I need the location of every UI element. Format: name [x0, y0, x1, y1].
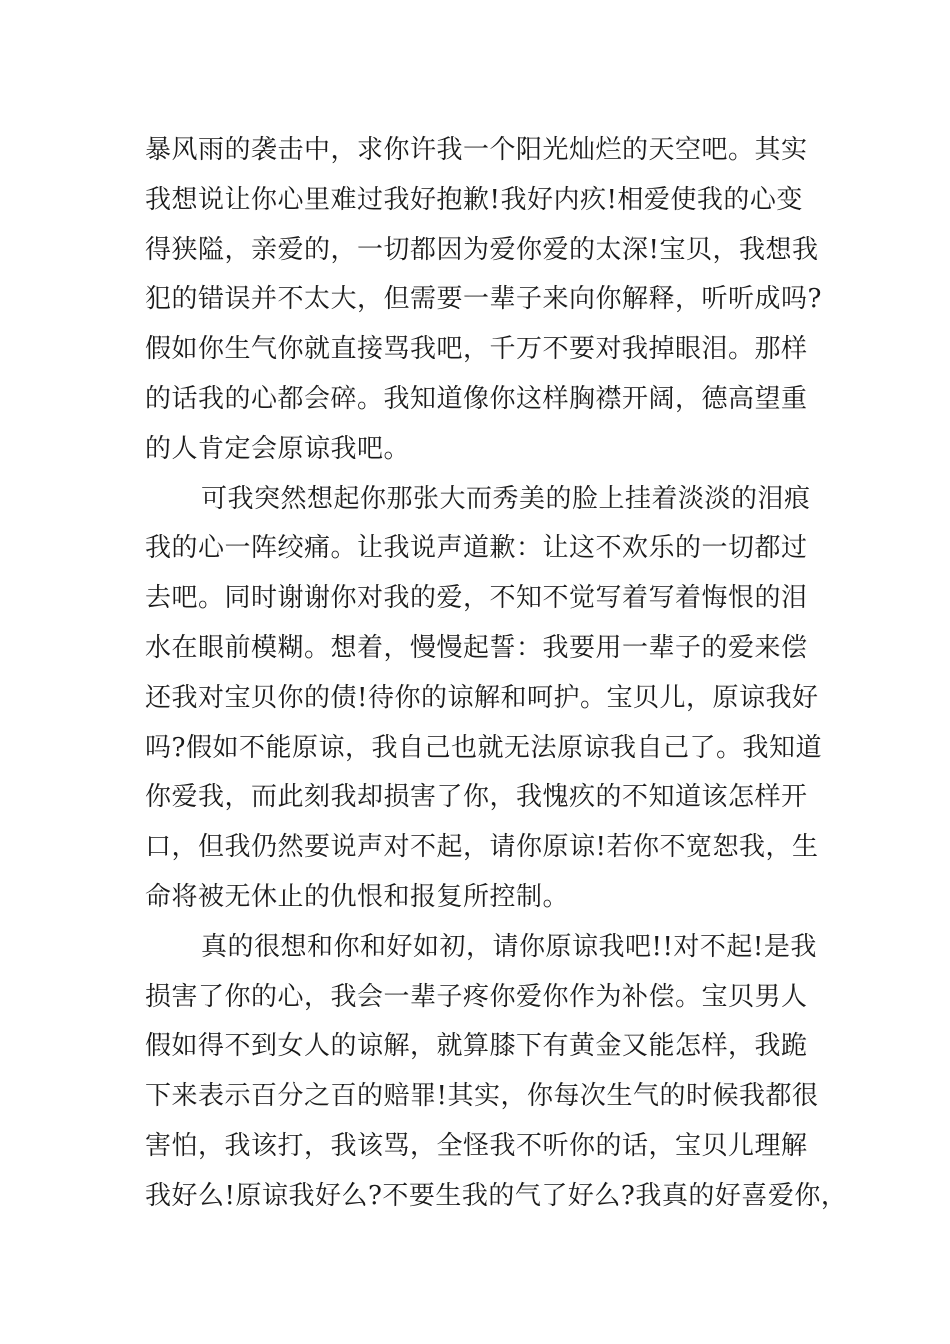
text-line: 假如得不到女人的谅解，就算膝下有黄金又能怎样，我跪 — [145, 1031, 808, 1062]
paragraph-2 — [145, 475, 835, 923]
paragraph-1 — [145, 126, 835, 475]
text-line: 假如你生气你就直接骂我吧，千万不要对我掉眼泪。那样 — [145, 334, 808, 365]
text-line: 的话我的心都会碎。我知道像你这样胸襟开阔，德高望重 — [145, 383, 808, 414]
text-line: 还我对宝贝你的债!待你的谅解和呵护。宝贝儿，原谅我好 — [145, 682, 819, 713]
body-text — [145, 126, 848, 1222]
text-line: 命将被无休止的仇恨和报复所控制。 — [145, 881, 570, 912]
text-line: 下来表示百分之百的赔罪!其实，你每次生气的时候我都很 — [145, 1081, 819, 1112]
text-line: 得狭隘，亲爱的，一切都因为爱你爱的太深!宝贝，我想我 — [145, 234, 819, 265]
text-line: 损害了你的心，我会一辈子疼你爱你作为补偿。宝贝男人 — [145, 981, 808, 1012]
paragraph-3 — [145, 923, 848, 1222]
text-line: 去吧。同时谢谢你对我的爱，不知不觉写着写着悔恨的泪 — [145, 583, 808, 614]
text-line-indented: 可我突然想起你那张大而秀美的脸上挂着淡淡的泪痕 — [201, 483, 811, 514]
text-line: 暴风雨的袭击中，求你许我一个阳光灿烂的天空吧。其实 — [145, 135, 808, 165]
text-line: 我想说让你心里难过我好抱歉!我好内疚!相爱使我的心变 — [145, 184, 803, 215]
text-line: 吗?假如不能原谅，我自己也就无法原谅我自己了。我知道 — [145, 732, 822, 763]
text-line: 你爱我，而此刻我却损害了你，我愧疚的不知道该怎样开 — [145, 782, 808, 813]
text-line-indented: 真的很想和你和好如初，请你原谅我吧!!对不起!是我 — [201, 931, 817, 962]
text-line: 犯的错误并不太大，但需要一辈子来向你解释，听听成吗? — [145, 284, 822, 315]
text-line: 害怕，我该打，我该骂，全怪我不听你的话，宝贝儿理解 — [145, 1130, 808, 1161]
text-line: 我好么!原谅我好么?不要生我的气了好么?我真的好喜爱你， — [145, 1180, 848, 1211]
text-line: 水在眼前模糊。想着，慢慢起誓：我要用一辈子的爱来偿 — [145, 632, 808, 663]
text-line: 我的心一阵绞痛。让我说声道歉：让这不欢乐的一切都过 — [145, 533, 808, 564]
text-line: 的人肯定会原谅我吧。 — [145, 433, 411, 464]
text-line: 口，但我仍然要说声对不起，请你原谅!若你不宽恕我，生 — [145, 832, 819, 863]
